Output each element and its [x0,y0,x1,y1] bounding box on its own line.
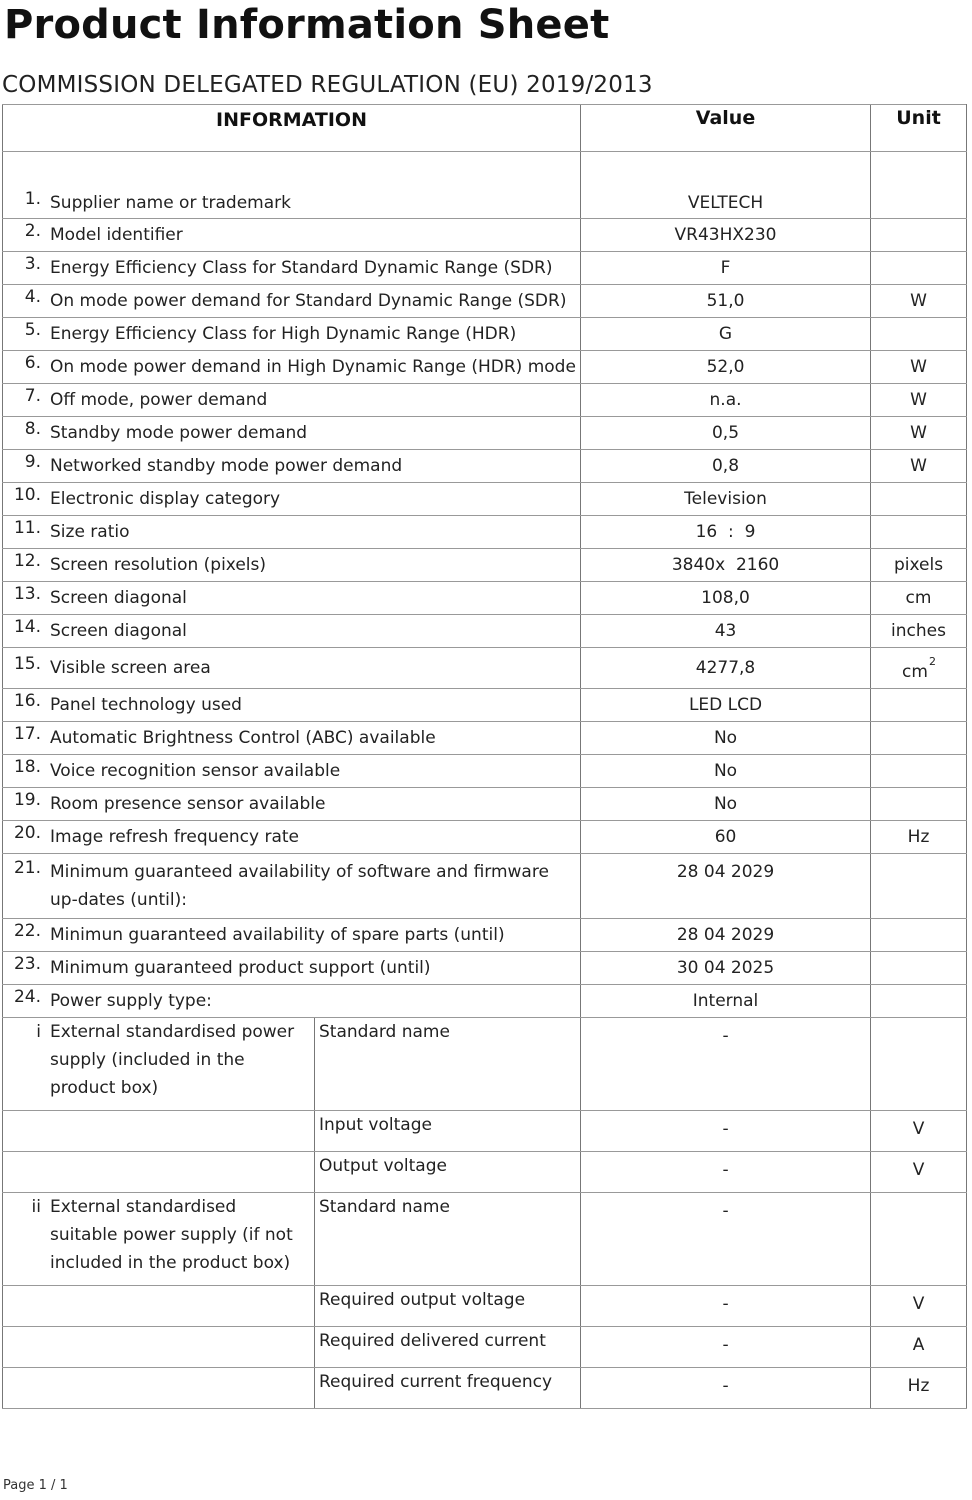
table-row [3,219,967,252]
row-value: F [581,252,871,285]
page-footer: Page 1 / 1 [3,1478,68,1493]
row-unit [871,417,967,450]
row-information [3,188,581,219]
row-value: 0,5 [581,417,871,450]
row-value: 28 04 2029 [581,919,871,952]
power-supply-field: Input voltage [315,1111,581,1152]
row-number: 17. [13,724,41,744]
table-row [3,722,967,755]
row-information [3,788,581,821]
row-label: Supplier name or trademark [50,193,291,213]
power-supply-unit: V [871,1286,967,1327]
empty-cell [3,1368,315,1409]
power-supply-value: - [581,1193,871,1286]
row-number: 11. [13,518,41,538]
unit-text: cm [902,662,928,682]
row-label: Screen diagonal [50,621,187,641]
table-row [3,755,967,788]
row-label: Standby mode power demand [50,423,308,443]
page-title: Product Information Sheet [4,2,610,48]
row-unit [871,689,967,722]
unit-text: W [910,357,927,377]
row-number: 21. [13,858,41,878]
row-value: Internal [581,985,871,1018]
table-row [3,689,967,722]
power-supply-description [3,1193,315,1286]
row-value: 4277,8 [581,648,871,689]
row-label: Energy Efficiency Class for High Dynamic Range (HDR) [50,324,517,344]
spacer-row [3,152,967,189]
row-label: Panel technology used [50,695,242,715]
row-label: Networked standby mode power demand [50,456,403,476]
power-supply-unit: V [871,1152,967,1193]
row-value: 60 [581,821,871,854]
row-value: 108,0 [581,582,871,615]
unit-text: W [910,390,927,410]
row-information [3,549,581,582]
table-row [3,351,967,384]
table-row [3,384,967,417]
table-row [3,285,967,318]
power-supply-unit [871,1018,967,1111]
row-information [3,384,581,417]
row-value: No [581,788,871,821]
power-supply-field: Required output voltage [315,1286,581,1327]
table-row [3,952,967,985]
power-supply-numeral: i [36,1022,41,1042]
power-supply-field: Output voltage [315,1152,581,1193]
row-unit [871,952,967,985]
unit-text: inches [891,621,946,641]
row-information [3,582,581,615]
row-unit [871,854,967,919]
row-unit [871,351,967,384]
row-value: 16 : 9 [581,516,871,549]
row-unit [871,318,967,351]
row-number: 24. [13,987,41,1007]
row-number: 16. [13,691,41,711]
table-row [3,417,967,450]
table-row [3,318,967,351]
power-supply-numeral: ii [31,1197,41,1217]
empty-cell [3,1152,315,1193]
row-number: 18. [13,757,41,777]
row-unit [871,582,967,615]
row-information [3,351,581,384]
power-supply-value: - [581,1327,871,1368]
row-information [3,755,581,788]
power-supply-value: - [581,1152,871,1193]
row-unit [871,252,967,285]
row-label: On mode power demand for Standard Dynamic Range (SDR) [50,291,567,311]
row-number: 12. [13,551,41,571]
table-row [3,549,967,582]
power-supply-row [3,1152,967,1193]
power-supply-description [3,1018,315,1111]
table-header-row [3,105,967,152]
row-label: Off mode, power demand [50,390,268,410]
row-number: 20. [13,823,41,843]
row-unit [871,188,967,219]
row-number: 15. [13,654,41,674]
table-row [3,615,967,648]
unit-text: W [910,423,927,443]
row-information [3,417,581,450]
row-label: Automatic Brightness Control (ABC) available [50,728,436,748]
power-supply-field: Standard name [315,1018,581,1111]
row-value: 30 04 2025 [581,952,871,985]
row-value: 28 04 2029 [581,854,871,919]
unit-text: pixels [893,555,944,575]
header-information: INFORMATION [3,105,581,152]
row-value: n.a. [581,384,871,417]
empty-cell [3,1111,315,1152]
row-information [3,985,581,1018]
row-information [3,318,581,351]
row-unit [871,483,967,516]
power-supply-row [3,1193,967,1286]
row-label: Image refresh frequency rate [50,827,300,847]
row-label: Power supply type: [50,991,212,1011]
row-value: 3840x 2160 [581,549,871,582]
table-row [3,483,967,516]
row-value: VR43HX230 [581,219,871,252]
row-information [3,483,581,516]
row-information [3,285,581,318]
power-supply-row [3,1368,967,1409]
row-information [3,219,581,252]
row-information [3,450,581,483]
row-value: 43 [581,615,871,648]
row-label: Screen resolution (pixels) [50,555,267,575]
header-unit: Unit [871,105,967,152]
row-label: Minimum guaranteed product support (until) [50,958,431,978]
row-number: 8. [24,419,41,439]
table-row [3,648,967,689]
power-supply-label: External standardised power supply (included in the product box) [50,1022,295,1098]
row-number: 14. [13,617,41,637]
row-label: Energy Efficiency Class for Standard Dynamic Range (SDR) [50,258,553,278]
row-unit [871,384,967,417]
row-label: Model identifier [50,225,183,245]
power-supply-row [3,1018,967,1111]
unit-superscript: 2 [928,655,936,668]
row-label: Minimun guaranteed availability of spare parts (until) [50,925,505,945]
row-unit [871,821,967,854]
row-value: G [581,318,871,351]
power-supply-field: Standard name [315,1193,581,1286]
row-unit [871,985,967,1018]
power-supply-value: - [581,1111,871,1152]
row-value: No [581,755,871,788]
row-unit [871,722,967,755]
row-unit [871,450,967,483]
row-number: 19. [13,790,41,810]
table-row [3,450,967,483]
power-supply-unit: A [871,1327,967,1368]
row-information [3,821,581,854]
row-information [3,919,581,952]
table-row [3,854,967,919]
unit-text: cm [905,588,932,608]
row-value: VELTECH [581,188,871,219]
regulation-subtitle: COMMISSION DELEGATED REGULATION (EU) 2019/2013 [2,72,653,98]
row-number: 13. [13,584,41,604]
row-number: 1. [24,189,41,209]
row-information [3,952,581,985]
row-value: 0,8 [581,450,871,483]
empty-cell [3,1286,315,1327]
product-information-table [2,104,967,1409]
row-number: 2. [24,221,41,241]
power-supply-row [3,1111,967,1152]
row-value: 51,0 [581,285,871,318]
table-row [3,919,967,952]
power-supply-value: - [581,1368,871,1409]
row-unit [871,615,967,648]
row-number: 22. [13,921,41,941]
table-row [3,821,967,854]
row-number: 7. [24,386,41,406]
row-number: 3. [24,254,41,274]
power-supply-label: External standardised suitable power supply (if not included in the product box) [50,1197,293,1273]
power-supply-row [3,1327,967,1368]
power-supply-value: - [581,1286,871,1327]
empty-cell [3,1327,315,1368]
row-information [3,648,581,689]
header-value: Value [581,105,871,152]
row-number: 6. [24,353,41,373]
power-supply-unit [871,1193,967,1286]
power-supply-field: Required delivered current [315,1327,581,1368]
row-value: Television [581,483,871,516]
row-unit [871,549,967,582]
row-unit [871,516,967,549]
power-supply-unit: Hz [871,1368,967,1409]
row-unit [871,219,967,252]
row-value: No [581,722,871,755]
row-information [3,615,581,648]
table-row [3,188,967,219]
row-number: 9. [24,452,41,472]
row-label: Voice recognition sensor available [50,761,341,781]
table-row [3,788,967,821]
row-unit [871,919,967,952]
row-label: Screen diagonal [50,588,187,608]
table-row [3,252,967,285]
row-unit [871,285,967,318]
row-label: Electronic display category [50,489,281,509]
row-label: Minimum guaranteed availability of software and firmware up-dates (until): [50,862,549,910]
unit-text: W [910,456,927,476]
unit-text: W [910,291,927,311]
row-number: 5. [24,320,41,340]
row-value: LED LCD [581,689,871,722]
row-information [3,689,581,722]
row-unit [871,788,967,821]
table-row [3,985,967,1018]
row-value: 52,0 [581,351,871,384]
table-row [3,582,967,615]
table-row [3,516,967,549]
row-information [3,252,581,285]
row-information [3,854,581,919]
row-number: 4. [24,287,41,307]
row-number: 10. [13,485,41,505]
row-number: 23. [13,954,41,974]
row-information [3,722,581,755]
power-supply-row [3,1286,967,1327]
row-unit [871,648,967,689]
power-supply-value: - [581,1018,871,1111]
row-unit [871,755,967,788]
row-information [3,516,581,549]
row-label: Size ratio [50,522,130,542]
row-label: Room presence sensor available [50,794,326,814]
row-label: Visible screen area [50,658,211,678]
power-supply-unit: V [871,1111,967,1152]
power-supply-field: Required current frequency [315,1368,581,1409]
row-label: On mode power demand in High Dynamic Range (HDR) mode [50,357,576,377]
unit-text: Hz [907,827,930,847]
